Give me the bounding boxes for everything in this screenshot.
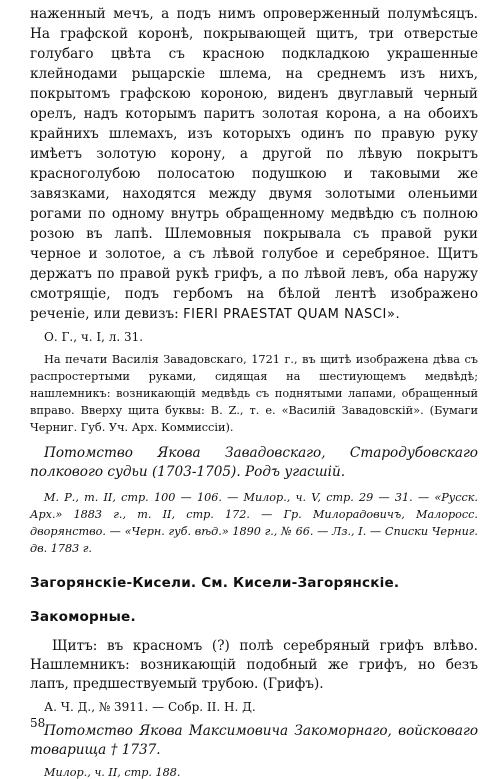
shield-description: Щитъ: въ красномъ (?) полѣ серебряный грифъ влѣво. Нашлемникъ: возникающій подобный же грифъ, но безъ лапъ, предшествуемый трубою. (Грифъ). bbox=[30, 638, 478, 692]
document-page bbox=[30, 0, 478, 779]
source-reference-2: А. Ч. Д., № 3911. — Собр. II. Н. Д. bbox=[44, 700, 256, 714]
source-reference: О. Г., ч. I, л. 31. bbox=[44, 330, 144, 344]
coat-of-arms-description bbox=[30, 4, 478, 325]
bibliography-references: М. Р., т. II, стр. 100 — 106. — Милор., ч. V, стр. 29 — 31. — «Русск. Арх.» 1883 г., т. II, стр. 172. — Гр. Милорадовичъ, Малоросс. дворянство. — «Черн. губ. вѣд.» 1890 г., № 66. — Лз., I. — Списки Черниг. дв. 1783 г. bbox=[30, 491, 478, 555]
page-number: 58 bbox=[30, 716, 46, 730]
lineage-note-2: Потомство Якова Максимовича Закоморнаго, войсковаго товарища † 1737. bbox=[30, 723, 478, 758]
motto: FIERI PRAESTAT QUAM NASCI». bbox=[183, 307, 401, 322]
section-heading-zakomornye: Закоморные. bbox=[30, 609, 136, 625]
bibliography-references-2: Милор., ч. II, стр. 188. bbox=[44, 766, 181, 779]
main-paragraph-text: наженный мечъ, а подъ нимъ опроверженный полумѣсяцъ. На графской коронѣ, покрывающей щитъ, три отверстые голубаго цвѣта съ красною подкладкою украшенные клейнодами рыцарскіе шлема, на среднемъ изъ нихъ, покрытомъ графскою короною, виденъ двуглавый черный орелъ, надъ которымъ паритъ золотая корона, а на обоихъ крайнихъ шлемахъ, изъ которыхъ одинъ по правую руку имѣетъ золотую корону, а другой по лѣвую покрытъ красноголубою полосатою подушкою и таковыми же завязками, находятся между двумя золотыми оленьими рогами по одному внутрь обращенному медвѣдю съ полною розою въ лапѣ. Шлемовныя покрывала съ правой руки черное и золотое, а съ лѣвой голубое и серебряное. Щитъ держатъ по правой рукѣ грифъ, а по лѣвой левъ, оба наружу смотрящіе, подъ гербомъ на бѣлой лентѣ изображено реченіе, или девизъ: bbox=[30, 6, 478, 322]
seal-note: На печати Василія Завадовскаго, 1721 г., въ щитѣ изображена дѣва съ распростертыми руками, сидящая на шестиующемъ медвѣдѣ; нашлемникъ: возникающій медвѣдь съ поднятыми лапами, обращенный вправо. Вверху щита буквы: В. Z., т. е. «Василій Завадовскій». (Бумаги Черниг. Губ. Уч. Арх. Коммиссіи). bbox=[30, 353, 478, 434]
lineage-note: Потомство Якова Завадовскаго, Стародубовскаго полкового судьи (1703-1705). Родъ угасшій. bbox=[30, 445, 478, 480]
section-heading-zagoryanskie: Загорянскіе-Кисели. См. Кисели-Загорянскіе. bbox=[30, 575, 400, 591]
